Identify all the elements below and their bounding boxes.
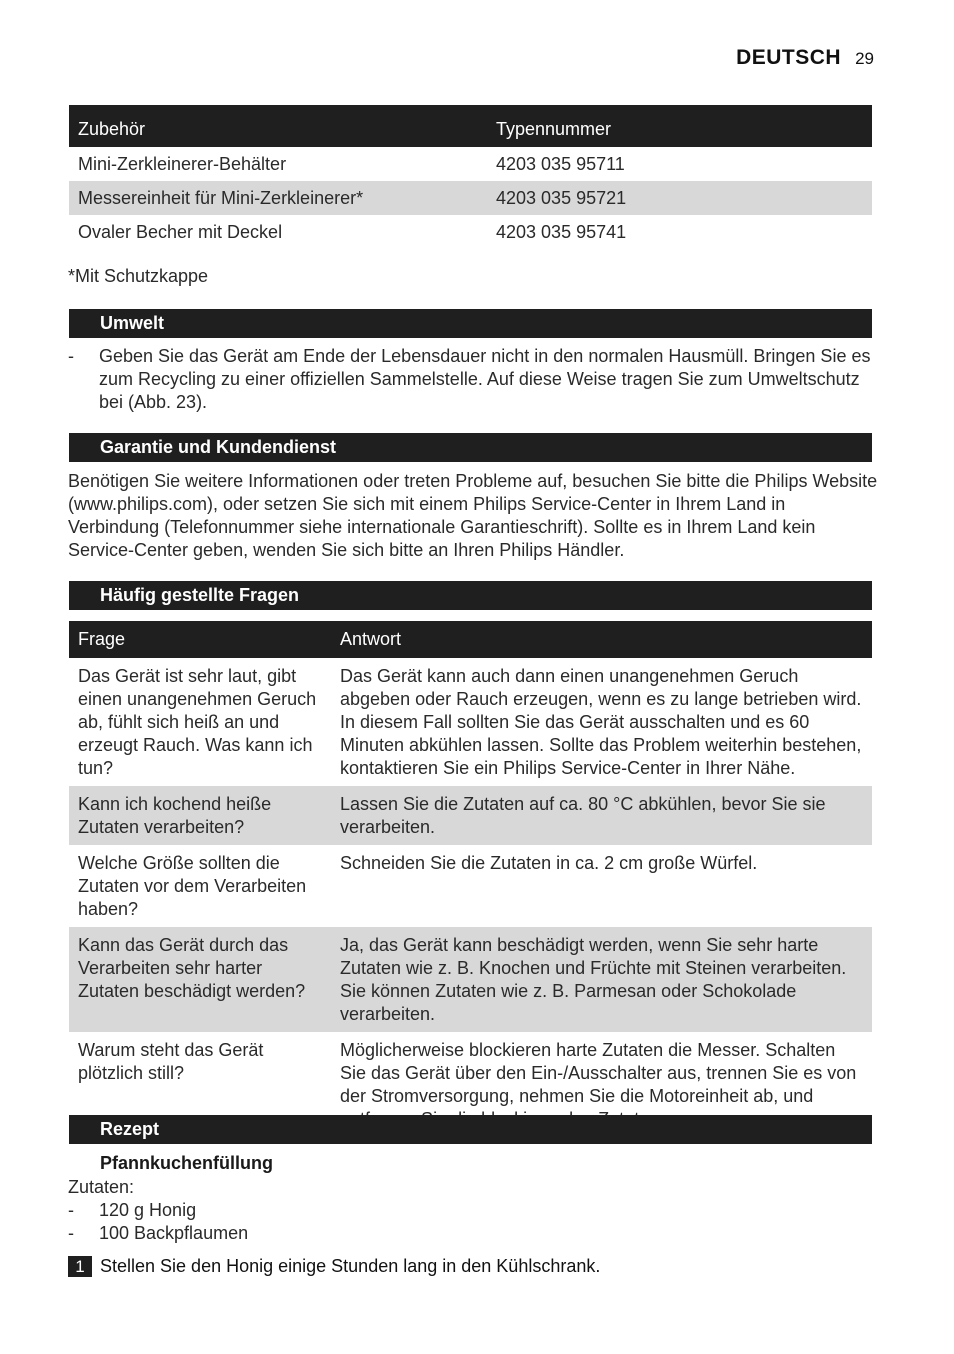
guarantee-text: Benötigen Sie weitere Informationen oder treten Probleme auf, besuchen Sie bitte die Philips Website (www.philips.com), oder setzen Sie sich mit einem Philips Service-Center in Ihrem Land in Verbindung (Telefonnummer siehe internationale Garantieschrift). Sollte es in Ihrem Land kein Service-Center geben, wenden Sie sich bitte an Ihren Philips Händler. <box>68 471 878 560</box>
section-heading-recipe: Rezept <box>69 1115 872 1144</box>
table-row <box>69 927 872 1032</box>
ingredient-item <box>68 1222 878 1245</box>
page-number: 29 <box>855 49 874 68</box>
bullet-dash: - <box>68 346 74 366</box>
answer-cell: Lassen Sie die Zutaten auf ca. 80 °C abkühlen, bevor Sie sie verarbeiten. <box>331 786 872 845</box>
recipe-subtitle: Pfannkuchenfüllung <box>100 1153 273 1173</box>
ingredient-text: 120 g Honig <box>99 1200 197 1220</box>
question-cell: Kann das Gerät durch das Verarbeiten sehr harter Zutaten beschädigt werden? <box>69 927 331 1032</box>
section-heading-guarantee: Garantie und Kundendienst <box>69 433 872 462</box>
question-cell: Warum steht das Gerät plötzlich still? <box>78 1040 264 1083</box>
table-row <box>69 215 872 249</box>
section-heading-faq: Häufig gestellte Fragen <box>69 581 872 610</box>
table-header-row <box>69 105 872 147</box>
ingredient-item <box>68 1199 878 1222</box>
answer-cell: Das Gerät kann auch dann einen unangenehmen Geruch abgeben oder Rauch erzeugen, wenn es zu lange betrieben wird. In diesem Fall sollten Sie das Gerät ausschalten und es 60 Minuten abkühlen lassen. Sollte das Problem weiterhin bestehen, kontaktieren Sie ein Philips Service-Center in Ihrer Nähe. <box>340 666 862 778</box>
table-row <box>69 845 872 927</box>
table-cell: Mini-Zerkleinerer-Behälter <box>78 153 287 174</box>
recipe-step <box>68 1256 600 1277</box>
table-cell: 4203 035 95721 <box>487 181 872 215</box>
question-cell: Welche Größe sollten die Zutaten vor dem Verarbeiten haben? <box>78 853 307 919</box>
table-cell: Ovaler Becher mit Deckel <box>78 221 283 242</box>
question-cell: Das Gerät ist sehr laut, gibt einen unangenehmen Geruch ab, fühlt sich heiß an und erzeugt Rauch. Was kann ich tun? <box>78 666 317 778</box>
environment-bullet <box>68 345 878 414</box>
section-heading-environment: Umwelt <box>69 309 872 338</box>
bullet-dash: - <box>68 1223 74 1243</box>
answer-cell: Ja, das Gerät kann beschädigt werden, wenn Sie sehr harte Zutaten wie z. B. Knochen und Früchte mit Steinen verarbeiten. Sie können Zutaten wie z. B. Parmesan oder Schokolade verarbeiten. <box>331 927 872 1032</box>
table-cell: 4203 035 95711 <box>496 153 625 174</box>
footnote: *Mit Schutzkappe <box>68 266 209 286</box>
page-header <box>736 46 874 70</box>
column-header: Typennummer <box>487 105 872 147</box>
step-number: 1 <box>68 1256 92 1277</box>
step-text: Stellen Sie den Honig einige Stunden lang in den Kühlschrank. <box>100 1256 601 1276</box>
accessories-table <box>69 105 872 249</box>
answer-cell: Möglicherweise blockieren harte Zutaten die Messer. Schalten Sie das Gerät über den Ein-/Ausschalter aus, trennen Sie es von der Stromversorgung, nehmen Sie die Motoreinheit ab, und <box>340 1040 857 1106</box>
table-header-row <box>69 621 872 658</box>
column-header: Frage <box>69 621 331 658</box>
table-cell: Messereinheit für Mini-Zerkleinerer* <box>69 181 487 215</box>
column-header: Antwort <box>331 621 872 658</box>
faq-table <box>69 621 872 1137</box>
environment-text: Geben Sie das Gerät am Ende der Lebensdauer nicht in den normalen Hausmüll. Bringen Sie es zum Recycling zu einer offiziellen Sammelstelle. Auf diese Weise tragen Sie zum Umweltschutz bei (Abb. 23). <box>99 346 871 412</box>
language-label: DEUTSCH <box>736 46 842 69</box>
ingredients-label: Zutaten: <box>68 1177 135 1197</box>
table-row <box>69 786 872 845</box>
table-cell: 4203 035 95741 <box>496 221 627 242</box>
bullet-dash: - <box>68 1200 74 1220</box>
question-cell: Kann ich kochend heiße Zutaten verarbeiten? <box>69 786 331 845</box>
ingredient-text: 100 Backpflaumen <box>99 1223 249 1243</box>
answer-cell: Schneiden Sie die Zutaten in ca. 2 cm große Würfel. <box>340 853 758 873</box>
column-header: Zubehör <box>69 105 487 147</box>
table-row <box>69 181 872 215</box>
table-row <box>69 658 872 786</box>
table-row <box>69 147 872 181</box>
